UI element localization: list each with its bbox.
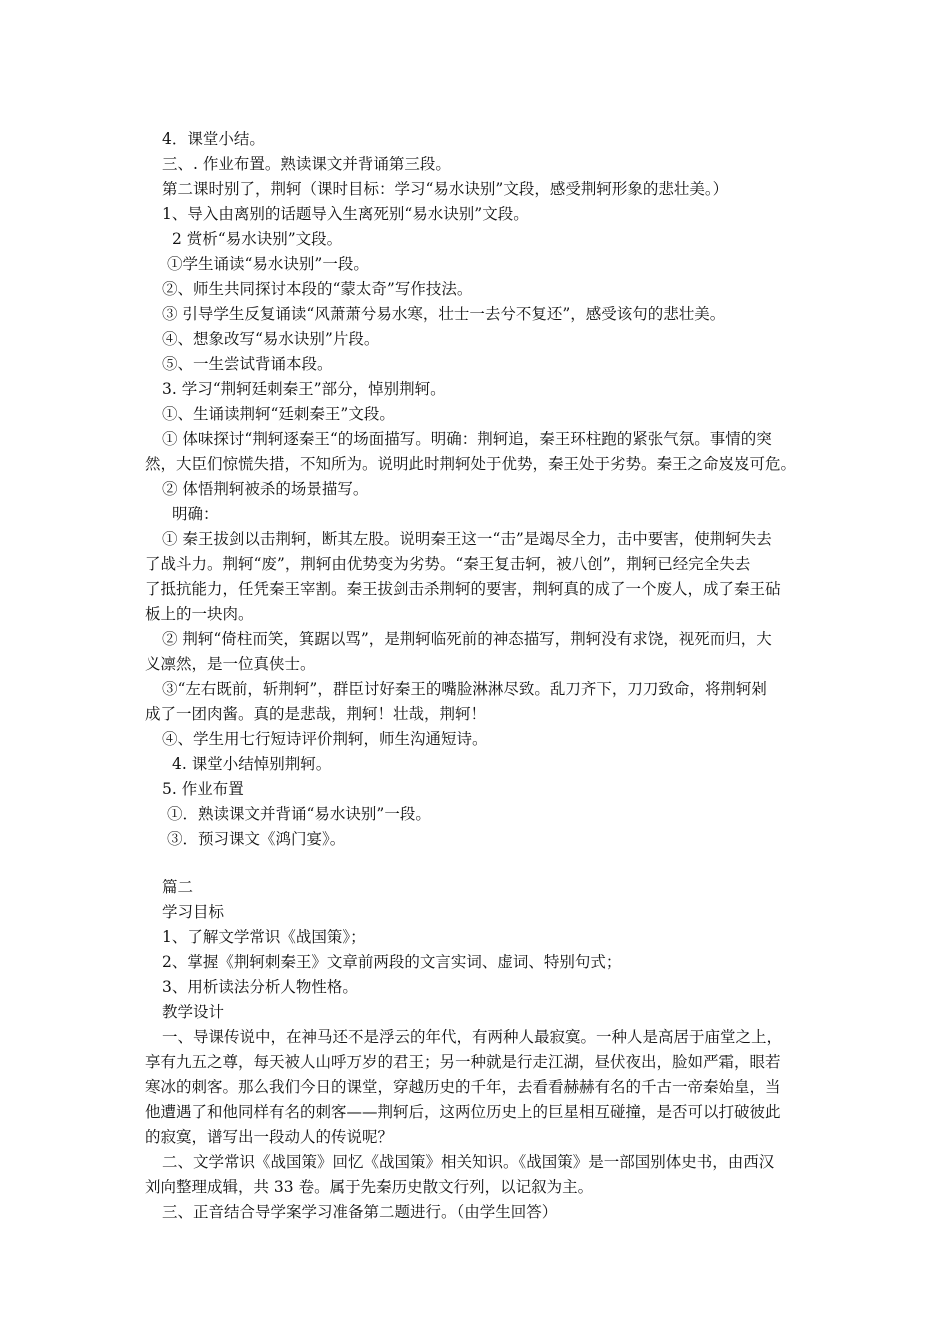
text-line: 一、导课传说中，在神马还不是浮云的年代，有两种人最寂寞。一种人是高居于庙堂之上， bbox=[162, 1028, 783, 1046]
text-line: 板上的一块肉。 bbox=[145, 605, 254, 623]
text-line: ② 荆轲“倚柱而笑，箕踞以骂”，是荆轲临死前的神态描写，荆轲没有求饶，视死而归，大 bbox=[162, 630, 772, 648]
text-line: 三、. 作业布置。熟读课文并背诵第三段。 bbox=[162, 155, 451, 173]
text-line: ②、师生共同探讨本段的“蒙太奇”写作技法。 bbox=[162, 280, 473, 298]
text-line: 1、了解文学常识《战国策》； bbox=[162, 928, 366, 946]
text-line: 他遭遇了和他同样有名的刺客——荆轲后，这两位历史上的巨星相互碰撞，是否可以打破彼此 bbox=[145, 1103, 781, 1121]
text-line: 享有九五之尊，每天被人山呼万岁的君王；另一种就是行走江湖，昼伏夜出，脸如严霜，眼若 bbox=[145, 1053, 781, 1071]
text-line: 学习目标 bbox=[162, 903, 225, 921]
text-line: ③“左右既前，斩荆轲”，群臣讨好秦王的嘴脸淋淋尽致。乱刀齐下，刀刀致命，将荆轲剁 bbox=[162, 680, 767, 698]
text-line: 4．课堂小结。 bbox=[162, 130, 265, 148]
text-line: 义凛然，是一位真侠士。 bbox=[145, 655, 316, 673]
text-line: 的寂寞，谱写出一段动人的传说呢？ bbox=[145, 1128, 394, 1146]
text-line: 然，大臣们惊慌失措，不知所为。说明此时荆轲处于优势，秦王处于劣势。秦王之命岌岌可危。 bbox=[145, 455, 797, 473]
text-line: ④、学生用七行短诗评价荆轲，师生沟通短诗。 bbox=[162, 730, 488, 748]
text-line: 1、导入由离别的话题导入生离死别“易水诀别”文段。 bbox=[162, 205, 529, 223]
text-line: 寒冰的刺客。那么我们今日的课堂，穿越历史的千年，去看看赫赫有名的千古一帝秦始皇，当 bbox=[145, 1078, 781, 1096]
text-line: ① 秦王拔剑以击荆轲，断其左股。说明秦王这一“击”是竭尽全力，击中要害，使荆轲失去 bbox=[162, 530, 772, 548]
text-line: 三、正音结合导学案学习准备第二题进行。（由学生回答） bbox=[162, 1203, 558, 1221]
text-line: 教学设计 bbox=[162, 1003, 225, 1021]
text-line: ⑤、一生尝试背诵本段。 bbox=[162, 355, 333, 373]
text-line: 刘向整理成辑，共 33 卷。属于先秦历史散文行列，以记叙为主。 bbox=[145, 1178, 594, 1196]
text-line: 5. 作业布置 bbox=[162, 780, 244, 798]
text-line: ①、生诵读荆轲“廷刺秦王”文段。 bbox=[162, 405, 395, 423]
text-line: ①．熟读课文并背诵“易水诀别”一段。 bbox=[167, 805, 431, 823]
text-line: ①学生诵读“易水诀别”一段。 bbox=[167, 255, 369, 273]
text-line: ③．预习课文《鸿门宴》。 bbox=[167, 830, 346, 848]
text-line: 4. 课堂小结悼别荆轲。 bbox=[172, 755, 332, 773]
section-heading: 篇二 bbox=[162, 878, 194, 896]
text-line: 二、文学常识《战国策》回忆《战国策》相关知识。《战国策》是一部国别体史书，由西汉 bbox=[162, 1153, 775, 1171]
text-line: 第二课时别了，荆轲（课时目标：学习“易水诀别”文段，感受荆轲形象的悲壮美。） bbox=[162, 180, 729, 198]
text-line: 明确： bbox=[172, 505, 219, 523]
text-line: ④、想象改写“易水诀别”片段。 bbox=[162, 330, 380, 348]
text-line: 了战斗力。荆轲“废”，荆轲由优势变为劣势。“秦王复击轲，被八创”，荆轲已经完全失去 bbox=[145, 555, 751, 573]
text-line: ③ 引导学生反复诵读“风萧萧兮易水寒，壮士一去兮不复还”，感受该句的悲壮美。 bbox=[162, 305, 726, 323]
text-line: ① 体味探讨“荆轲逐秦王“的场面描写。明确：荆轲追，秦王环柱跑的紧张气氛。事情的突 bbox=[162, 430, 772, 448]
text-line: 3、用析读法分析人物性格。 bbox=[162, 978, 358, 996]
text-line: 2 赏析“易水诀别”文段。 bbox=[172, 230, 343, 248]
text-line: 了抵抗能力，任凭秦王宰割。秦王拔剑击杀荆轲的要害，荆轲真的成了一个废人，成了秦王砧 bbox=[145, 580, 781, 598]
text-line: 2、掌握《荆轲刺秦王》文章前两段的文言实词、虚词、特别句式； bbox=[162, 953, 622, 971]
text-line: 成了一团肉酱。真的是悲哉，荆轲！壮哉，荆轲！ bbox=[145, 705, 487, 723]
text-line: ② 体悟荆轲被杀的场景描写。 bbox=[162, 480, 369, 498]
text-line: 3. 学习“荆轲廷刺秦王”部分，悼别荆轲。 bbox=[162, 380, 446, 398]
